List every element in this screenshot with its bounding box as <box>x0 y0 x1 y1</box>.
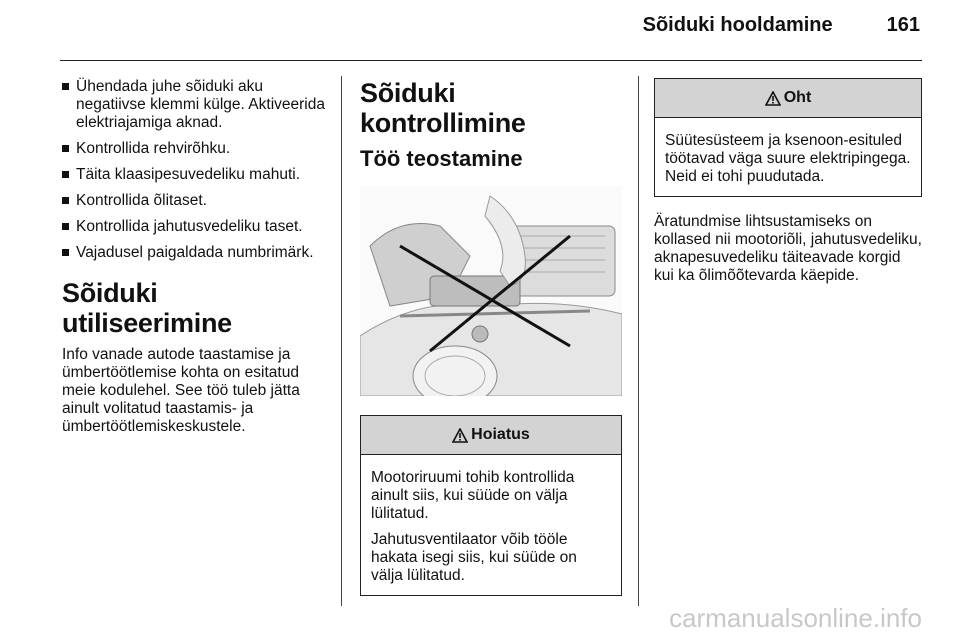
engine-bay-illustration <box>360 186 622 396</box>
column-1 <box>62 78 330 444</box>
column-divider-2 <box>638 76 639 606</box>
warning-box-body <box>361 455 621 595</box>
checklist <box>62 78 330 262</box>
danger-title: Oht <box>783 89 812 106</box>
warning-box-header <box>361 416 621 455</box>
column-2 <box>360 78 622 596</box>
column-3 <box>654 78 922 293</box>
page-header <box>643 14 920 37</box>
recognition-paragraph: Äratundmise lihtsustamiseks on kollased nii mootoriõli, jahutusvedeliku, aknapesuvedeliku täiteavade korgid kui ka õlimõõtevarda käepide. <box>654 213 922 284</box>
list-item: Vajadusel paigaldada numbrimärk. <box>62 244 330 262</box>
danger-paragraph: Süütesüsteem ja ksenoon-esituled töötavad väga suure elektripingega. Neid ei tohi puudutada. <box>665 132 911 185</box>
header-rule <box>60 60 922 61</box>
warning-box <box>360 415 622 596</box>
subheading-work: Töö teostamine <box>360 146 523 171</box>
page-number: 161 <box>886 14 920 36</box>
section-heading-disposal: Sõiduki utiliseerimine <box>62 278 232 338</box>
list-item: Ühendada juhe sõiduki aku negatiivse klemmi külge. Aktiveerida elektriajamiga aknad. <box>62 78 330 132</box>
watermark: carmanualsonline.info <box>669 603 922 633</box>
warning-triangle-icon <box>452 428 468 443</box>
list-item: Kontrollida õlitaset. <box>62 192 330 210</box>
column-divider-1 <box>341 76 342 606</box>
warning-paragraph: Jahutusventilaator võib tööle hakata isegi siis, kui süüde on välja lülitatud. <box>371 531 577 584</box>
disposal-paragraph: Info vanade autode taastamise ja ümbertöötlemise kohta on esitatud meie kodulehel. See töö tuleb jätta ainult volitatud taastamis- ja ümbertöötlemiskeskustele. <box>62 346 300 435</box>
list-item: Täita klaasipesuvedeliku mahuti. <box>62 166 330 184</box>
section-title: Sõiduki hooldamine <box>642 14 833 36</box>
danger-box-header <box>655 79 921 118</box>
list-item: Kontrollida rehvirõhku. <box>62 140 330 158</box>
list-item: Kontrollida jahutusvedeliku taset. <box>62 218 330 236</box>
danger-box-body <box>655 118 921 196</box>
section-heading-inspection: Sõiduki kontrollimine <box>360 78 526 138</box>
warning-paragraph: Mootoriruumi tohib kontrollida ainult siis, kui süüde on välja lülitatud. <box>371 469 575 522</box>
warning-triangle-icon <box>765 91 781 106</box>
warning-title: Hoiatus <box>471 426 530 443</box>
danger-box <box>654 78 922 197</box>
